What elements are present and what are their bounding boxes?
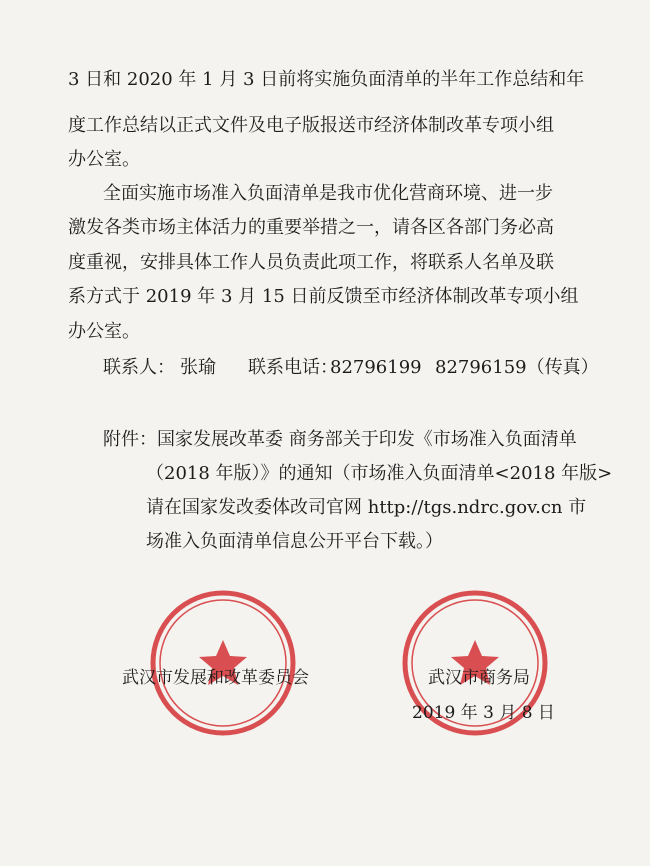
- signature-org-1: 武汉市发展和改革委员会: [122, 668, 309, 688]
- paragraph-1-line: 办公室。: [68, 149, 140, 170]
- attachment-line: 附件：国家发展改革委 商务部关于印发《市场准入负面清单: [103, 429, 577, 450]
- paragraph-2-line: 全面实施市场准入负面清单是我市优化营商环境、进一步: [103, 183, 553, 204]
- attachment-line: （2018 年版）》的通知（市场准入负面清单<2018 年版>: [146, 463, 613, 484]
- contact-label: 联系人：: [103, 357, 175, 378]
- contact-phone: 82796199: [330, 357, 422, 378]
- contact-name: 张瑜: [180, 357, 216, 378]
- contact-fax: 82796159（传真）: [435, 357, 599, 378]
- attachment-line: 请在国家发改委体改司官网 http://tgs.ndrc.gov.cn 市: [146, 497, 587, 518]
- paragraph-1-line: 3 日和 2020 年 1 月 3 日前将实施负面清单的半年工作总结和年: [68, 69, 585, 90]
- paragraph-2-line: 办公室。: [68, 321, 140, 342]
- paragraph-2-line: 系方式于 2019 年 3 月 15 日前反馈至市经济体制改革专项小组: [68, 286, 579, 307]
- attachment-line: 场准入负面清单信息公开平台下载。）: [146, 531, 443, 552]
- contact-phone-label: 联系电话：: [248, 357, 338, 378]
- seal-development-reform-commission: [148, 588, 298, 738]
- signature-org-2: 武汉市商务局: [428, 668, 530, 688]
- paragraph-1-line: 度工作总结以正式文件及电子版报送市经济体制改革专项小组: [68, 115, 554, 136]
- paragraph-2-line: 激发各类市场主体活力的重要举措之一，请各区各部门务必高: [68, 217, 554, 238]
- signature-date: 2019 年 3 月 8 日: [412, 703, 555, 723]
- paragraph-2-line: 度重视，安排具体工作人员负责此项工作，将联系人名单及联: [68, 252, 554, 273]
